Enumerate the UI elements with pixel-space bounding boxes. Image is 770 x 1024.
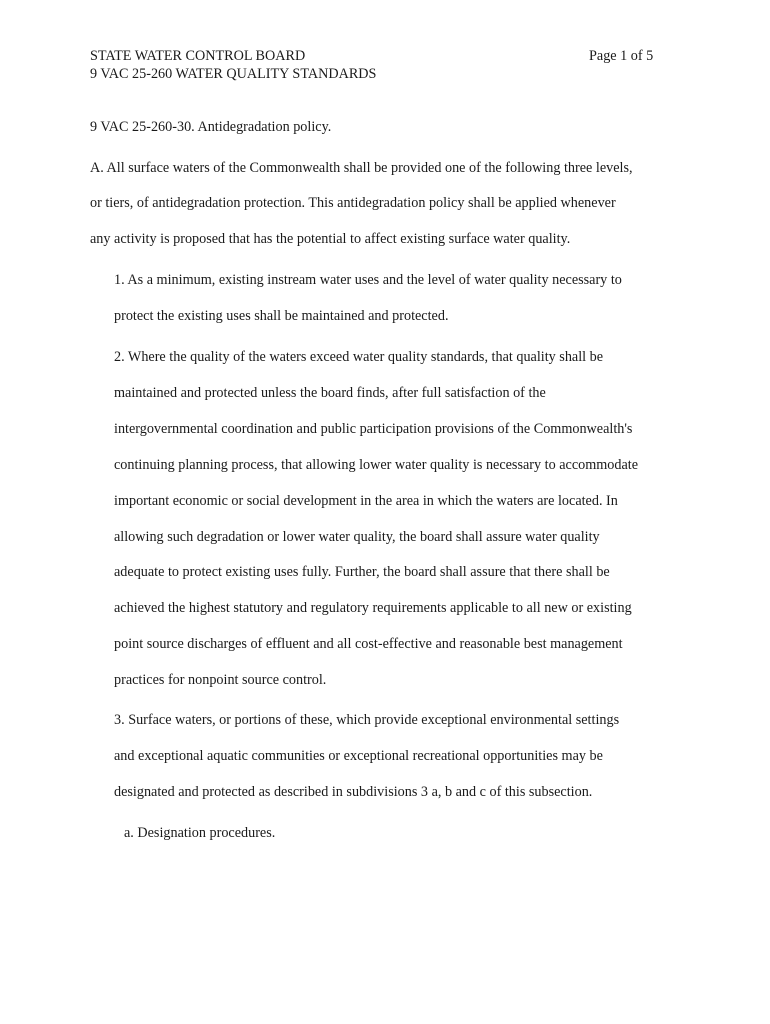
paragraph-line: achieved the highest statutory and regulatory requirements applicable to all new or existing bbox=[114, 600, 632, 616]
paragraph-line: allowing such degradation or lower water quality, the board shall assure water quality bbox=[114, 529, 600, 545]
page-number: Page 1 of 5 bbox=[589, 48, 654, 64]
paragraph-line: any activity is proposed that has the potential to affect existing surface water quality. bbox=[90, 231, 571, 247]
paragraph-line: point source discharges of effluent and all cost-effective and reasonable best management bbox=[114, 636, 623, 652]
paragraph-line: continuing planning process, that allowing lower water quality is necessary to accommodate bbox=[114, 457, 639, 473]
paragraph-line: or tiers, of antidegradation protection. This antidegradation policy shall be applied whenever bbox=[90, 195, 616, 211]
paragraph-line: 3. Surface waters, or portions of these, which provide exceptional environmental settings bbox=[114, 712, 620, 728]
paragraph-line: and exceptional aquatic communities or exceptional recreational opportunities may be bbox=[114, 748, 603, 764]
paragraph-line: intergovernmental coordination and public participation provisions of the Commonwealth's bbox=[114, 421, 633, 437]
paragraph-line: maintained and protected unless the board finds, after full satisfaction of the bbox=[114, 385, 546, 401]
header-agency: STATE WATER CONTROL BOARD bbox=[90, 48, 306, 64]
paragraph-line: 2. Where the quality of the waters exceed water quality standards, that quality shall be bbox=[114, 349, 604, 365]
paragraph-line: important economic or social development in the area in which the waters are located. In bbox=[114, 493, 618, 509]
subitem-a: a. Designation procedures. bbox=[124, 825, 276, 841]
paragraph-line: protect the existing uses shall be maintained and protected. bbox=[114, 308, 449, 324]
paragraph-line: designated and protected as described in subdivisions 3 a, b and c of this subsection. bbox=[114, 784, 593, 800]
section-title: 9 VAC 25-260-30. Antidegradation policy. bbox=[90, 119, 332, 135]
paragraph-line: 1. As a minimum, existing instream water uses and the level of water quality necessary to bbox=[114, 272, 622, 288]
paragraph-line: A. All surface waters of the Commonwealth shall be provided one of the following three levels, bbox=[90, 160, 633, 176]
paragraph-line: adequate to protect existing uses fully. Further, the board shall assure that there shall be bbox=[114, 564, 610, 580]
paragraph-line: practices for nonpoint source control. bbox=[114, 672, 327, 688]
header-regulation: 9 VAC 25-260 WATER QUALITY STANDARDS bbox=[90, 66, 377, 82]
